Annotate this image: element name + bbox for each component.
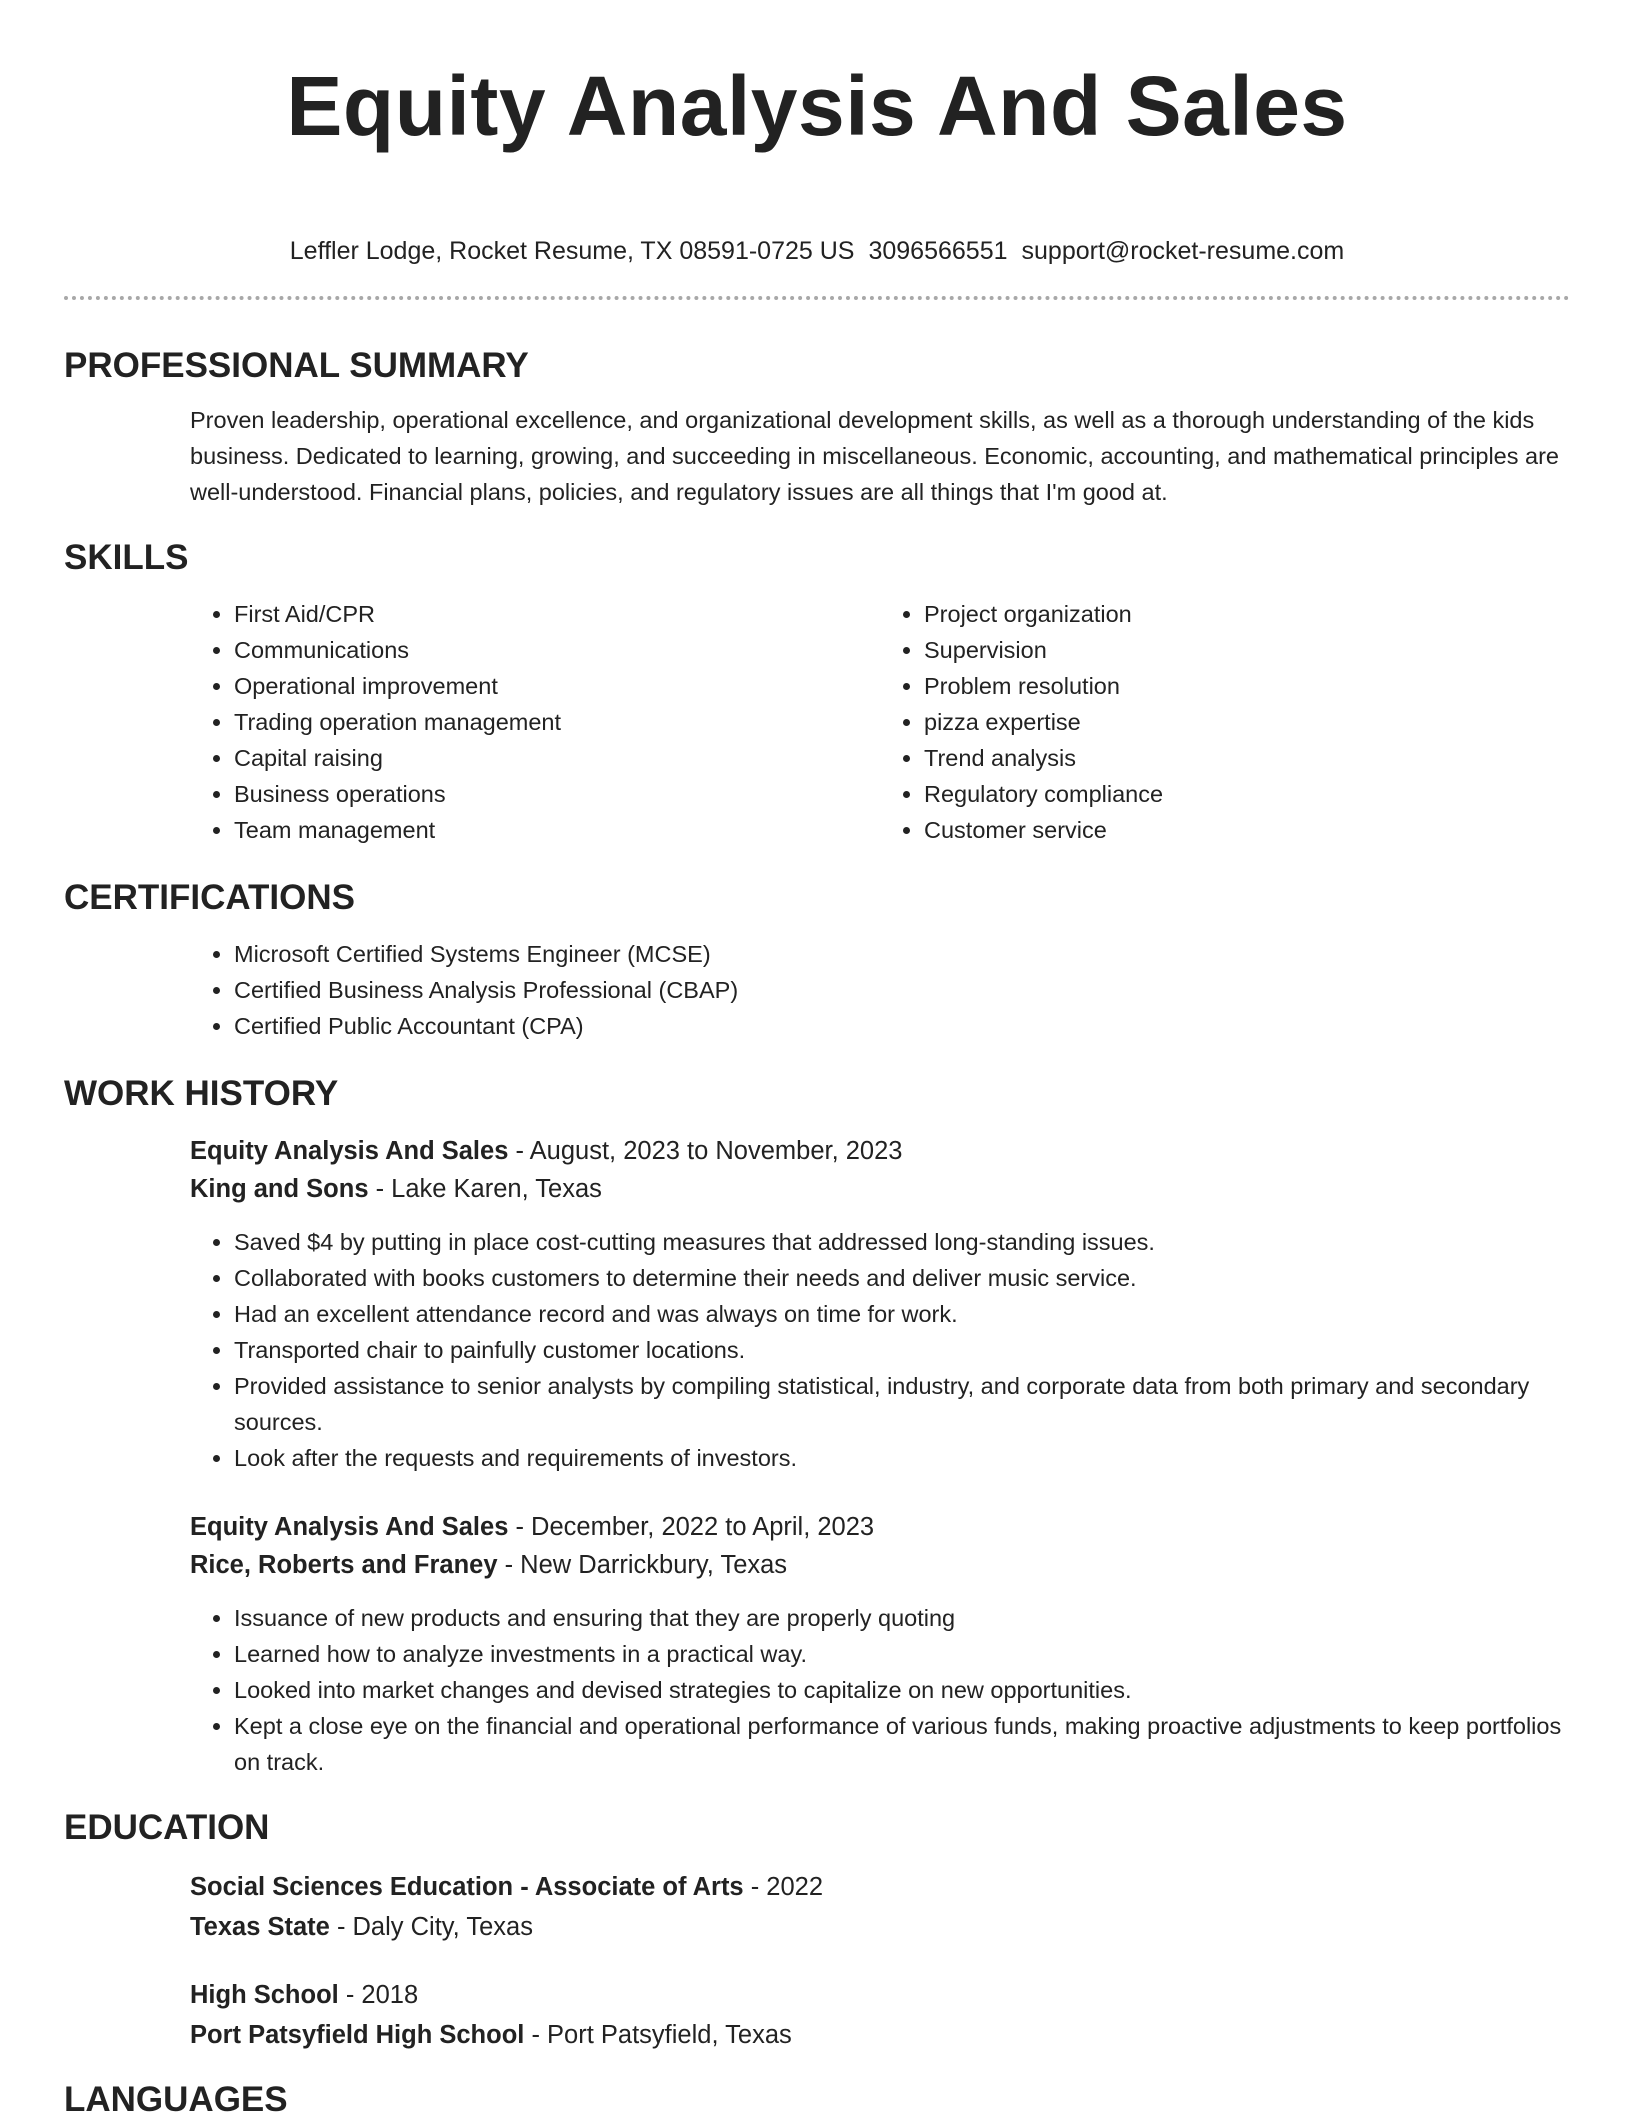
skills-title: SKILLS xyxy=(64,538,189,577)
education-school: Port Patsyfield High School xyxy=(190,2021,525,2049)
job-dates: - December, 2022 to April, 2023 xyxy=(508,1513,875,1541)
skill-item: • Supervision xyxy=(924,632,1570,668)
job-role: Equity Analysis And Sales xyxy=(190,1137,509,1165)
job-role: Equity Analysis And Sales xyxy=(190,1513,509,1541)
skills-list-left xyxy=(190,596,880,848)
skills-section xyxy=(64,536,1570,848)
education-degree-line xyxy=(190,1868,1570,1906)
job-company: Rice, Roberts and Franey xyxy=(190,1551,498,1579)
languages-title: LANGUAGES xyxy=(64,2080,288,2119)
skill-item: • Capital raising xyxy=(234,740,880,776)
contact-email: support@rocket-resume.com xyxy=(1021,237,1345,265)
job-bullet: • Collaborated with books customers to determine their needs and deliver music service. xyxy=(234,1260,1570,1296)
skill-item: • Problem resolution xyxy=(924,668,1570,704)
certifications-title: CERTIFICATIONS xyxy=(64,878,356,917)
job-bullet: • Looked into market changes and devised strategies to capitalize on new opportunities. xyxy=(234,1672,1570,1708)
job-title-line xyxy=(190,1508,1570,1546)
summary-text: Proven leadership, operational excellence, and organizational development skills, as well as a thorough understanding of the kids business. Dedicated to learning, growing, and succeeding in miscellaneous. Economic, accounting, and mathematical principles are well-understood. Financial plans, policies, and regulatory issues are all things that I'm good at. xyxy=(190,407,1559,505)
skill-item: • First Aid/CPR xyxy=(234,596,880,632)
job-bullet: • Provided assistance to senior analysts by compiling statistical, industry, and corporate data from both primary and secondary sources. xyxy=(234,1368,1570,1440)
job-company-line xyxy=(190,1170,1570,1208)
skill-item: • Project organization xyxy=(924,596,1570,632)
certification-item: • Certified Public Accountant (CPA) xyxy=(234,1008,1570,1044)
education-school: Texas State xyxy=(190,1913,330,1941)
resume-page xyxy=(64,0,1570,2122)
education-degree: High School xyxy=(190,1981,339,2009)
header-divider xyxy=(64,296,1570,300)
job-dates: - August, 2023 to November, 2023 xyxy=(508,1137,903,1165)
skill-item: • Operational improvement xyxy=(234,668,880,704)
education-degree-line xyxy=(190,1976,1570,2014)
skill-item: • Communications xyxy=(234,632,880,668)
job-company: King and Sons xyxy=(190,1175,369,1203)
summary-title: PROFESSIONAL SUMMARY xyxy=(64,346,529,385)
contact-address: Leffler Lodge, Rocket Resume, TX 08591-0725 US xyxy=(289,237,855,265)
education-degree: Social Sciences Education - Associate of Arts xyxy=(190,1873,744,1901)
skills-list-right xyxy=(880,596,1570,848)
job-bullet: • Look after the requests and requirements of investors. xyxy=(234,1440,1570,1476)
job-bullet: • Learned how to analyze investments in a practical way. xyxy=(234,1636,1570,1672)
education-title: EDUCATION xyxy=(64,1808,270,1847)
work-title: WORK HISTORY xyxy=(64,1074,339,1113)
skill-item: • Trading operation management xyxy=(234,704,880,740)
education-year: - 2022 xyxy=(743,1873,824,1901)
education-school-line xyxy=(190,1908,1570,1946)
certifications-section xyxy=(64,876,1570,1044)
certifications-list xyxy=(190,936,1570,1044)
job-bullet: • Had an excellent attendance record and was always on time for work. xyxy=(234,1296,1570,1332)
education-location: - Daly City, Texas xyxy=(329,1913,533,1941)
job-bullet: • Issuance of new products and ensuring that they are properly quoting xyxy=(234,1600,1570,1636)
education-school-line xyxy=(190,2016,1570,2054)
job-bullets xyxy=(190,1600,1570,1780)
education-section xyxy=(64,1806,1570,2054)
resume-name: Equity Analysis And Sales xyxy=(286,59,1348,153)
job-entry xyxy=(190,1132,1570,1476)
skill-item: • pizza expertise xyxy=(924,704,1570,740)
work-section xyxy=(64,1072,1570,1780)
skill-item: • Regulatory compliance xyxy=(924,776,1570,812)
education-entry xyxy=(190,1976,1570,2054)
job-bullet: • Kept a close eye on the financial and operational performance of various funds, making proactive adjustments to keep portfolios on track. xyxy=(234,1708,1570,1780)
job-bullets xyxy=(190,1224,1570,1476)
education-location: - Port Patsyfield, Texas xyxy=(524,2021,792,2049)
summary-section xyxy=(64,344,1570,510)
skill-item: • Team management xyxy=(234,812,880,848)
skill-item: • Trend analysis xyxy=(924,740,1570,776)
skill-item: • Business operations xyxy=(234,776,880,812)
job-title-line xyxy=(190,1132,1570,1170)
education-year: - 2018 xyxy=(338,1981,419,2009)
job-company-line xyxy=(190,1546,1570,1584)
job-bullet: • Saved $4 by putting in place cost-cutting measures that addressed long-standing issues. xyxy=(234,1224,1570,1260)
job-location: - Lake Karen, Texas xyxy=(368,1175,602,1203)
job-location: - New Darrickbury, Texas xyxy=(497,1551,788,1579)
skill-item: • Customer service xyxy=(924,812,1570,848)
education-entry xyxy=(190,1868,1570,1946)
languages-section xyxy=(64,2078,1570,2122)
contact-phone: 3096566551 xyxy=(868,237,1008,265)
contact-line xyxy=(64,234,1570,268)
certification-item: • Microsoft Certified Systems Engineer (MCSE) xyxy=(234,936,1570,972)
job-bullet: • Transported chair to painfully customer locations. xyxy=(234,1332,1570,1368)
certification-item: • Certified Business Analysis Professional (CBAP) xyxy=(234,972,1570,1008)
job-entry xyxy=(190,1508,1570,1780)
